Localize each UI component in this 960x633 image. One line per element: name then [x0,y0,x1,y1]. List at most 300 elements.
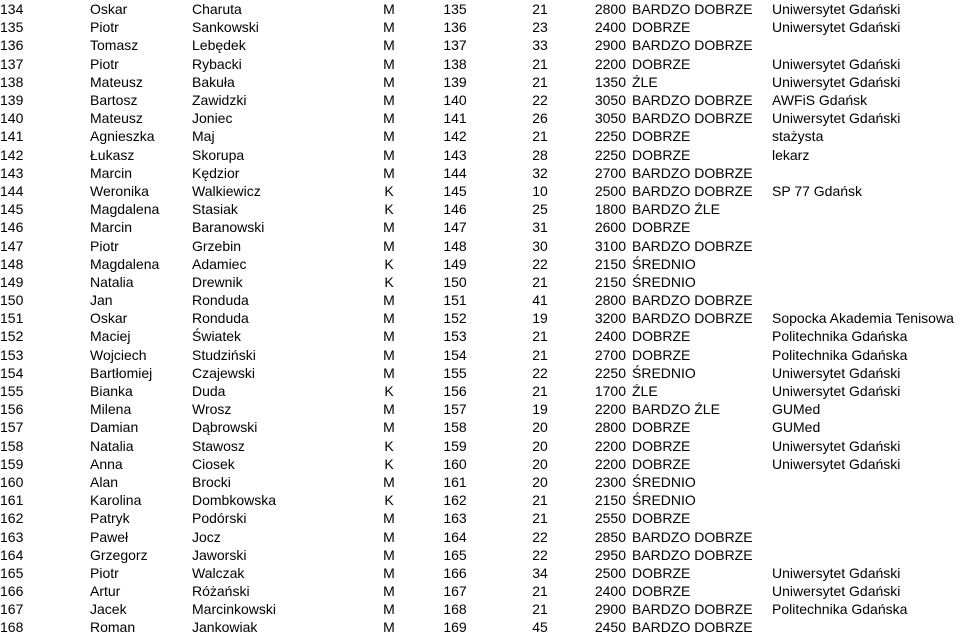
cell-points: 3050 [594,92,626,109]
table-row [0,473,960,491]
cell-start-number: 145 [443,182,467,199]
cell-age: 21 [532,1,548,18]
cell-club: lekarz [772,146,810,163]
cell-start-number: 138 [443,55,467,72]
cell-sex: M [383,473,395,490]
cell-points: 2150 [594,255,626,272]
cell-age: 25 [532,201,548,218]
cell-start-number: 153 [443,328,467,345]
table-row [0,309,960,327]
cell-sex: M [383,619,395,633]
cell-club: Uniwersytet Gdański [772,455,901,472]
cell-rating: BARDZO ŹLE [632,401,720,418]
cell-club: Uniwersytet Gdański [772,564,901,581]
cell-start-number: 150 [443,273,467,290]
cell-sex: M [383,92,395,109]
cell-row-number: 146 [0,219,24,236]
cell-club: Uniwersytet Gdański [772,73,901,90]
cell-first-name: Mateusz [90,110,143,127]
table-row [0,382,960,400]
table-row [0,200,960,218]
cell-row-number: 143 [0,164,24,181]
cell-rating: BARDZO DOBRZE [632,310,753,327]
cell-sex: K [384,273,394,290]
cell-row-number: 157 [0,419,24,436]
cell-points: 2200 [594,437,626,454]
cell-row-number: 145 [0,201,24,218]
table-row [0,236,960,254]
cell-points: 2200 [594,401,626,418]
cell-rating: ŚREDNIO [632,255,696,272]
cell-first-name: Piotr [90,19,119,36]
cell-last-name: Adamiec [192,255,247,272]
cell-sex: M [383,546,395,563]
cell-points: 2900 [594,601,626,618]
cell-first-name: Piotr [90,564,119,581]
cell-last-name: Stasiak [192,201,238,218]
cell-first-name: Jacek [90,601,127,618]
cell-start-number: 147 [443,219,467,236]
cell-points: 3200 [594,310,626,327]
cell-sex: M [383,37,395,54]
cell-first-name: Tomasz [90,37,139,54]
cell-rating: DOBRZE [632,346,691,363]
cell-last-name: Podórski [192,510,247,527]
cell-sex: K [384,255,394,272]
cell-sex: M [383,601,395,618]
cell-start-number: 152 [443,310,467,327]
cell-age: 20 [532,437,548,454]
cell-sex: K [384,455,394,472]
cell-row-number: 159 [0,455,24,472]
cell-start-number: 144 [443,164,467,181]
cell-points: 2800 [594,419,626,436]
cell-rating: DOBRZE [632,146,691,163]
cell-club [772,527,960,545]
cell-start-number: 159 [443,437,467,454]
cell-row-number: 154 [0,364,24,381]
table-row [0,0,960,18]
cell-first-name: Natalia [90,437,134,454]
cell-age: 28 [532,146,548,163]
table-row [0,527,960,545]
cell-row-number: 136 [0,37,24,54]
cell-first-name: Grzegorz [90,546,148,563]
cell-points: 2700 [594,346,626,363]
cell-rating: DOBRZE [632,510,691,527]
cell-sex: K [384,182,394,199]
cell-points: 2450 [594,619,626,633]
cell-first-name: Bartosz [90,92,138,109]
cell-sex: K [384,201,394,218]
cell-age: 19 [532,310,548,327]
cell-last-name: Czajewski [192,364,256,381]
cell-points: 1800 [594,201,626,218]
cell-points: 2800 [594,1,626,18]
cell-age: 21 [532,510,548,527]
cell-first-name: Weronika [90,182,149,199]
cell-start-number: 149 [443,255,467,272]
cell-sex: M [383,528,395,545]
cell-first-name: Wojciech [90,346,147,363]
cell-start-number: 158 [443,419,467,436]
cell-club: Politechnika Gdańska [772,328,908,345]
cell-age: 21 [532,73,548,90]
cell-rating: DOBRZE [632,219,691,236]
cell-first-name: Jan [90,292,113,309]
cell-start-number: 157 [443,401,467,418]
table-row [0,127,960,145]
cell-first-name: Marcin [90,164,133,181]
cell-start-number: 161 [443,473,467,490]
cell-age: 41 [532,292,548,309]
cell-sex: K [384,383,394,400]
cell-last-name: Joniec [192,110,233,127]
cell-last-name: Dąbrowski [192,419,258,436]
table-row [0,36,960,54]
table-row [0,273,960,291]
cell-rating: DOBRZE [632,564,691,581]
cell-club: Uniwersytet Gdański [772,55,901,72]
cell-row-number: 164 [0,546,24,563]
cell-start-number: 166 [443,564,467,581]
cell-club: GUMed [772,419,821,436]
cell-last-name: Stawosz [192,437,245,454]
cell-points: 2300 [594,473,626,490]
cell-rating: BARDZO DOBRZE [632,92,753,109]
cell-start-number: 162 [443,492,467,509]
cell-last-name: Bakuła [192,73,235,90]
cell-last-name: Walkiewicz [192,182,261,199]
cell-start-number: 169 [443,619,467,633]
cell-age: 20 [532,419,548,436]
cell-points: 2550 [594,510,626,527]
cell-first-name: Mateusz [90,73,143,90]
cell-points: 2500 [594,564,626,581]
cell-points: 2500 [594,182,626,199]
cell-rating: BARDZO DOBRZE [632,237,753,254]
cell-rating: ŹLE [632,73,658,90]
cell-points: 2200 [594,455,626,472]
cell-points: 2150 [594,273,626,290]
cell-last-name: Różański [192,583,250,600]
cell-age: 21 [532,273,548,290]
cell-last-name: Brocki [192,473,231,490]
cell-club [772,291,960,309]
cell-club [772,255,960,273]
cell-start-number: 143 [443,146,467,163]
cell-rating: BARDZO DOBRZE [632,182,753,199]
cell-first-name: Agnieszka [90,128,155,145]
cell-start-number: 163 [443,510,467,527]
cell-club: Uniwersytet Gdański [772,437,901,454]
cell-sex: M [383,73,395,90]
cell-points: 2800 [594,292,626,309]
table-row [0,582,960,600]
cell-club: Uniwersytet Gdański [772,583,901,600]
table-row [0,364,960,382]
cell-sex: M [383,164,395,181]
cell-age: 22 [532,546,548,563]
cell-club [772,509,960,527]
cell-row-number: 148 [0,255,24,272]
cell-age: 21 [532,583,548,600]
cell-age: 22 [532,528,548,545]
cell-age: 34 [532,564,548,581]
cell-age: 21 [532,492,548,509]
cell-start-number: 154 [443,346,467,363]
cell-sex: M [383,583,395,600]
cell-club: Uniwersytet Gdański [772,364,901,381]
cell-row-number: 152 [0,328,24,345]
cell-sex: M [383,510,395,527]
cell-sex: M [383,55,395,72]
cell-rating: BARDZO DOBRZE [632,546,753,563]
table-row [0,509,960,527]
cell-points: 2400 [594,19,626,36]
table-row [0,327,960,345]
cell-last-name: Charuta [192,1,242,18]
cell-sex: M [383,1,395,18]
cell-rating: BARDZO DOBRZE [632,164,753,181]
table-row [0,18,960,36]
cell-first-name: Marcin [90,219,133,236]
cell-points: 2200 [594,55,626,72]
cell-start-number: 146 [443,201,467,218]
cell-first-name: Maciej [90,328,131,345]
cell-points: 2400 [594,583,626,600]
cell-sex: M [383,310,395,327]
cell-row-number: 137 [0,55,24,72]
cell-first-name: Karolina [90,492,142,509]
cell-last-name: Duda [192,383,226,400]
cell-last-name: Jocz [192,528,221,545]
cell-first-name: Magdalena [90,201,160,218]
cell-rating: DOBRZE [632,19,691,36]
cell-club [772,491,960,509]
cell-first-name: Damian [90,419,139,436]
cell-last-name: Drewnik [192,273,243,290]
cell-sex: M [383,146,395,163]
cell-rating: ŹLE [632,383,658,400]
cell-sex: M [383,364,395,381]
cell-age: 31 [532,219,548,236]
cell-last-name: Jankowiak [192,619,258,633]
cell-last-name: Sankowski [192,19,259,36]
cell-last-name: Ciosek [192,455,235,472]
cell-last-name: Ronduda [192,310,249,327]
cell-start-number: 140 [443,92,467,109]
cell-rating: DOBRZE [632,455,691,472]
cell-first-name: Oskar [90,310,128,327]
cell-first-name: Paweł [90,528,129,545]
cell-last-name: Maj [192,128,215,145]
table-row [0,218,960,236]
cell-last-name: Studziński [192,346,256,363]
cell-age: 33 [532,37,548,54]
cell-row-number: 153 [0,346,24,363]
cell-first-name: Milena [90,401,132,418]
cell-points: 1700 [594,383,626,400]
cell-age: 22 [532,92,548,109]
cell-last-name: Ronduda [192,292,249,309]
cell-row-number: 151 [0,310,24,327]
cell-last-name: Wrosz [192,401,232,418]
table-row [0,400,960,418]
cell-club: Uniwersytet Gdański [772,19,901,36]
cell-club [772,236,960,254]
table-row [0,564,960,582]
cell-first-name: Oskar [90,1,128,18]
cell-sex: M [383,128,395,145]
cell-club [772,473,960,491]
cell-club: Uniwersytet Gdański [772,110,901,127]
cell-age: 20 [532,455,548,472]
cell-last-name: Baranowski [192,219,265,236]
cell-rating: BARDZO DOBRZE [632,1,753,18]
cell-points: 2250 [594,128,626,145]
cell-rating: ŚREDNIO [632,364,696,381]
cell-row-number: 150 [0,292,24,309]
cell-row-number: 161 [0,492,24,509]
cell-age: 32 [532,164,548,181]
table-row [0,164,960,182]
cell-points: 2250 [594,364,626,381]
cell-rating: ŚREDNIO [632,473,696,490]
cell-row-number: 158 [0,437,24,454]
cell-sex: M [383,110,395,127]
cell-start-number: 164 [443,528,467,545]
cell-rating: ŚREDNIO [632,273,696,290]
cell-club: Sopocka Akademia Tenisowa [772,310,954,327]
cell-row-number: 135 [0,19,24,36]
cell-row-number: 156 [0,401,24,418]
cell-row-number: 165 [0,564,24,581]
cell-club: Uniwersytet Gdański [772,1,901,18]
table-row [0,618,960,633]
cell-rating: DOBRZE [632,419,691,436]
cell-first-name: Patryk [90,510,130,527]
cell-sex: M [383,419,395,436]
cell-row-number: 166 [0,583,24,600]
cell-age: 21 [532,346,548,363]
cell-age: 22 [532,255,548,272]
table-row [0,491,960,509]
cell-rating: DOBRZE [632,55,691,72]
cell-first-name: Bianka [90,383,133,400]
cell-age: 21 [532,128,548,145]
cell-age: 22 [532,364,548,381]
cell-row-number: 168 [0,619,24,633]
cell-start-number: 155 [443,364,467,381]
cell-last-name: Walczak [192,564,245,581]
cell-row-number: 163 [0,528,24,545]
cell-start-number: 156 [443,383,467,400]
cell-sex: M [383,219,395,236]
cell-row-number: 162 [0,510,24,527]
cell-row-number: 155 [0,383,24,400]
cell-club [772,273,960,291]
cell-club: SP 77 Gdańsk [772,182,863,199]
cell-row-number: 167 [0,601,24,618]
cell-club [772,164,960,182]
cell-rating: BARDZO DOBRZE [632,619,753,633]
table-row [0,146,960,164]
cell-row-number: 141 [0,128,24,145]
cell-last-name: Zawidzki [192,92,247,109]
cell-points: 2950 [594,546,626,563]
cell-sex: M [383,401,395,418]
cell-last-name: Kędzior [192,164,240,181]
cell-first-name: Bartłomiej [90,364,153,381]
cell-row-number: 139 [0,92,24,109]
cell-points: 2850 [594,528,626,545]
cell-start-number: 141 [443,110,467,127]
cell-age: 21 [532,601,548,618]
cell-club [772,618,960,633]
cell-last-name: Lebędek [192,37,246,54]
cell-age: 21 [532,383,548,400]
cell-first-name: Artur [90,583,121,600]
cell-rating: DOBRZE [632,328,691,345]
cell-club [772,36,960,54]
cell-first-name: Natalia [90,273,134,290]
cell-sex: M [383,564,395,581]
cell-age: 10 [532,182,548,199]
cell-age: 23 [532,19,548,36]
cell-start-number: 151 [443,292,467,309]
cell-last-name: Światek [192,328,242,345]
cell-start-number: 142 [443,128,467,145]
cell-start-number: 167 [443,583,467,600]
table-row [0,255,960,273]
table-row [0,91,960,109]
cell-age: 19 [532,401,548,418]
cell-sex: M [383,19,395,36]
cell-club [772,200,960,218]
cell-rating: DOBRZE [632,437,691,454]
cell-points: 1350 [594,73,626,90]
cell-row-number: 140 [0,110,24,127]
cell-last-name: Marcinkowski [192,601,277,618]
cell-club [772,546,960,564]
cell-club: Uniwersytet Gdański [772,383,901,400]
cell-rating: BARDZO DOBRZE [632,37,753,54]
cell-rating: ŚREDNIO [632,492,696,509]
cell-rating: BARDZO DOBRZE [632,292,753,309]
cell-first-name: Alan [90,473,119,490]
cell-last-name: Jaworski [192,546,247,563]
cell-points: 2700 [594,164,626,181]
cell-rating: BARDZO DOBRZE [632,110,753,127]
table-row [0,73,960,91]
table-row [0,182,960,200]
cell-rating: BARDZO ŹLE [632,201,720,218]
cell-start-number: 160 [443,455,467,472]
cell-club: Politechnika Gdańska [772,346,908,363]
cell-points: 2600 [594,219,626,236]
cell-rating: BARDZO DOBRZE [632,528,753,545]
cell-points: 3050 [594,110,626,127]
cell-first-name: Roman [90,619,136,633]
table-row [0,546,960,564]
cell-sex: M [383,346,395,363]
cell-row-number: 160 [0,473,24,490]
cell-club: AWFiS Gdańsk [772,92,868,109]
cell-rating: DOBRZE [632,583,691,600]
cell-points: 2900 [594,37,626,54]
cell-points: 2250 [594,146,626,163]
